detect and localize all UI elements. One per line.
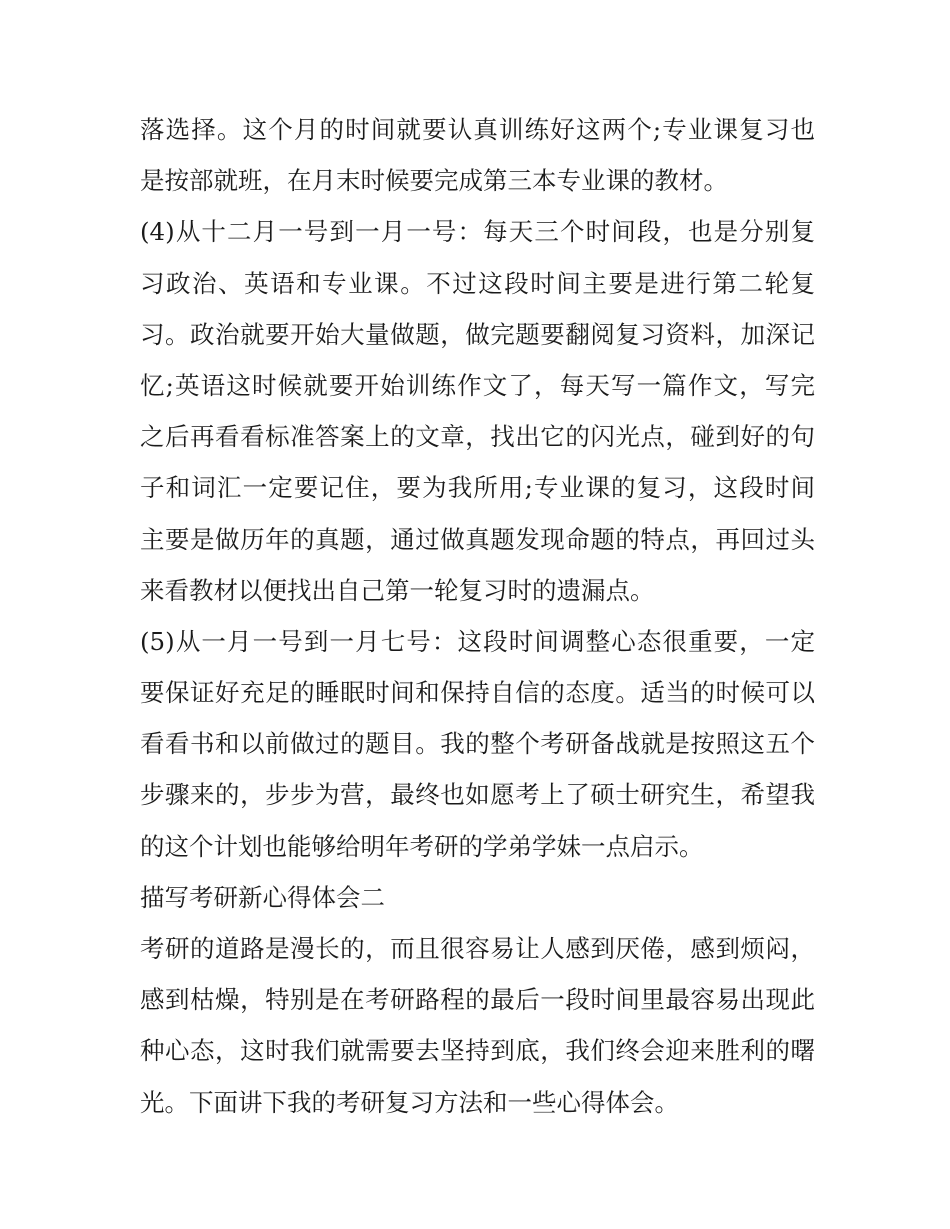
text-line: 子和词汇一定要记住，要为我所用;专业课的复习，这段时间: [140, 473, 815, 503]
text-line: 主要是做历年的真题，通过做真题发现命题的特点，再回过头: [140, 524, 815, 554]
text-line: 习政治、英语和专业课。不过这段时间主要是进行第二轮复: [140, 268, 815, 298]
text-line: 光。下面讲下我的考研复习方法和一些心得体会。: [140, 1087, 679, 1117]
text-line: 是按部就班，在月末时候要完成第三本专业课的教材。: [140, 166, 728, 196]
body-text: [140, 104, 815, 1128]
section-heading: 描写考研新心得体会二: [140, 882, 385, 912]
text-line: 感到枯燥，特别是在考研路程的最后一段时间里最容易出现此: [140, 985, 815, 1015]
text-line: 种心态，这时我们就需要去坚持到底，我们终会迎来胜利的曙: [140, 1036, 815, 1066]
text-line: 步骤来的，步步为营，最终也如愿考上了硕士研究生，希望我: [140, 780, 815, 810]
text-line: 来看教材以便找出自己第一轮复习时的遗漏点。: [140, 575, 655, 605]
text-line: 要保证好充足的睡眠时间和保持自信的态度。适当的时候可以: [140, 678, 815, 708]
text-line: (4)从十二月一号到一月一号：每天三个时间段，也是分别复: [140, 217, 815, 247]
text-line: 考研的道路是漫长的，而且很容易让人感到厌倦，感到烦闷，: [140, 934, 815, 963]
text-line: 看看书和以前做过的题目。我的整个考研备战就是按照这五个: [140, 729, 815, 759]
text-line: (5)从一月一号到一月七号：这段时间调整心态很重要，一定: [140, 626, 815, 656]
text-line: 落选择。这个月的时间就要认真训练好这两个;专业课复习也: [140, 115, 815, 144]
text-line: 习。政治就要开始大量做题，做完题要翻阅复习资料，加深记: [140, 319, 815, 349]
text-line: 忆;英语这时候就要开始训练作文了，每天写一篇作文，写完: [140, 370, 815, 400]
text-line: 之后再看看标准答案上的文章，找出它的闪光点，碰到好的句: [140, 422, 815, 452]
text-line: 的这个计划也能够给明年考研的学弟学妹一点启示。: [140, 831, 704, 861]
